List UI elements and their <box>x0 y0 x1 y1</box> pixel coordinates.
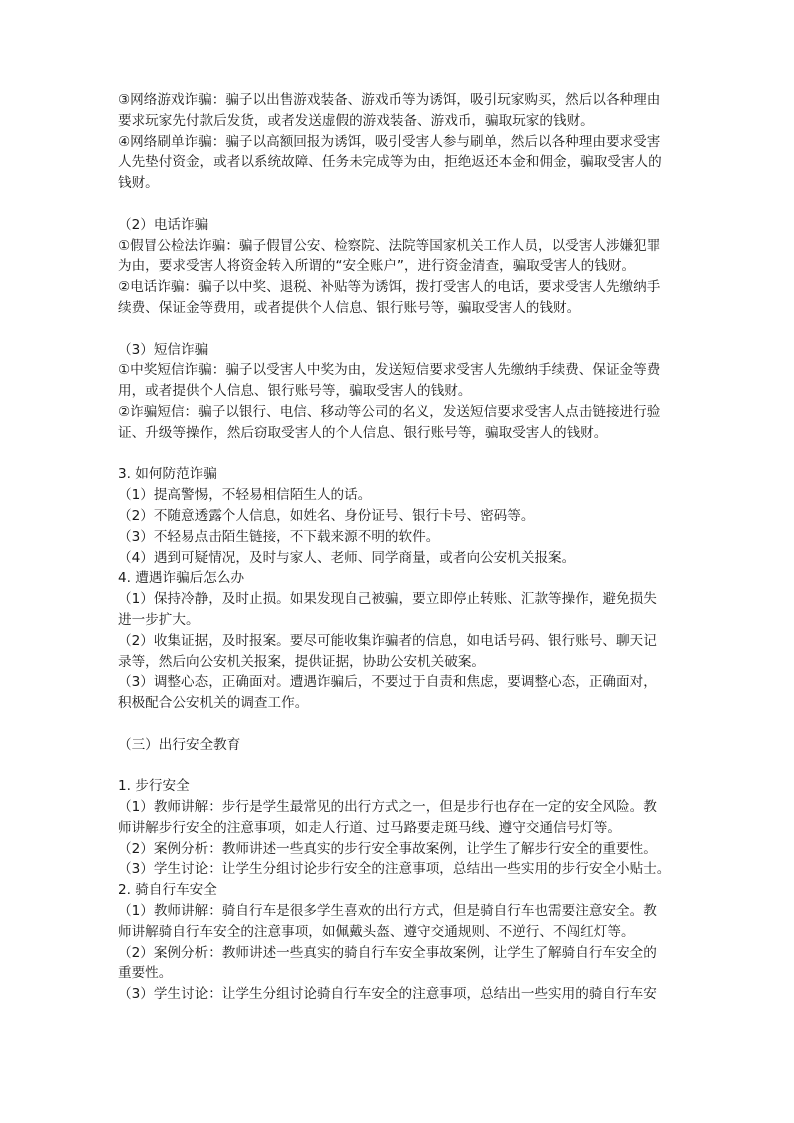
text-line: 积极配合公安机关的调查工作。 <box>118 695 309 712</box>
text-line: （3）调整心态，正确面对。遭遇诈骗后，不要过于自责和焦虑，要调整心态，正确面对， <box>118 674 657 691</box>
text-line: 人先垫付资金，或者以系统故障、任务未完成等为由，拒绝返还本金和佣金，骗取受害人的 <box>118 154 662 171</box>
text-line: 3. 如何防范诈骗 <box>118 466 217 483</box>
document-page <box>118 90 682 1005</box>
text-line: （3）学生讨论：让学生分组讨论步行安全的注意事项，总结出一些实用的步行安全小贴士。 <box>118 861 671 878</box>
text-line: （2）案例分析：教师讲述一些真实的步行安全事故案例，让学生了解步行安全的重要性。 <box>118 840 657 857</box>
text-line: （4）遇到可疑情况，及时与家人、老师、同学商量，或者向公安机关报案。 <box>118 549 576 566</box>
text-line: 为由，要求受害人将资金转入所谓的“安全账户”，进行资金清查，骗取受害人的钱财。 <box>118 258 636 275</box>
text-line: 师讲解步行安全的注意事项，如走人行道、过马路要走斑马线、遵守交通信号灯等。 <box>118 819 621 836</box>
text-line: （3）不轻易点击陌生链接，不下载来源不明的软件。 <box>118 528 440 545</box>
text-line: 2. 骑自行车安全 <box>118 882 217 899</box>
text-line: （1）教师讲解：骑自行车是很多学生喜欢的出行方式，但是骑自行车也需要注意安全。教 <box>118 903 657 920</box>
blank-line <box>118 714 682 735</box>
text-line: （2）收集证据，及时报案。要尽可能收集诈骗者的信息，如电话号码、银行账号、聊天记 <box>118 632 657 649</box>
text-line: 重要性。 <box>118 965 173 982</box>
text-line: 进一步扩大。 <box>118 611 200 628</box>
text-line: 师讲解骑自行车安全的注意事项，如佩戴头盔、遵守交通规则、不逆行、不闯红灯等。 <box>118 923 635 940</box>
text-line: ③网络游戏诈骗：骗子以出售游戏装备、游戏币等为诱饵，吸引玩家购买，然后以各种理由 <box>118 92 661 108</box>
blank-line <box>118 319 682 340</box>
text-line: ②诈骗短信：骗子以银行、电信、移动等公司的名义，发送短信要求受害人点击链接进行验 <box>118 403 661 420</box>
text-line: ④网络刷单诈骗：骗子以高额回报为诱饵，吸引受害人参与刷单，然后以各种理由要求受害 <box>118 133 661 150</box>
text-line: 续费、保证金等费用，或者提供个人信息、银行账号等，骗取受害人的钱财。 <box>118 299 581 316</box>
text-line: （2）案例分析：教师讲述一些真实的骑自行车安全事故案例，让学生了解骑自行车安全的 <box>118 944 657 961</box>
text-line: 要求玩家先付款后发货，或者发送虚假的游戏装备、游戏币，骗取玩家的钱财。 <box>118 112 594 129</box>
blank-line <box>118 194 682 215</box>
blank-line <box>118 444 682 465</box>
text-line: 1. 步行安全 <box>118 778 190 795</box>
text-line: （2）不随意透露个人信息，如姓名、身份证号、银行卡号、密码等。 <box>118 507 535 524</box>
text-line: （1）教师讲解：步行是学生最常见的出行方式之一，但是步行也存在一定的安全风险。教 <box>118 799 657 816</box>
text-line: 用，或者提供个人信息、银行账号等，骗取受害人的钱财。 <box>118 383 472 400</box>
text-line: 4. 遭遇诈骗后怎么办 <box>118 570 245 587</box>
text-line: 证、升级等操作，然后窃取受害人的个人信息、银行账号等，骗取受害人的钱财。 <box>118 424 608 441</box>
text-line: （1）保持冷静，及时止损。如果发现自己被骗，要立即停止转账、汇款等操作，避免损失 <box>118 591 657 608</box>
text-line: （1）提高警惕，不轻易相信陌生人的话。 <box>118 487 372 504</box>
text-line: （三）出行安全教育 <box>118 736 241 753</box>
text-line: ①假冒公检法诈骗：骗子假冒公安、检察院、法院等国家机关工作人员，以受害人涉嫌犯罪 <box>118 237 661 254</box>
text-line: ②电话诈骗：骗子以中奖、退税、补贴等为诱饵，拨打受害人的电话，要求受害人先缴纳手 <box>118 279 661 296</box>
text-line: ①中奖短信诈骗：骗子以受害人中奖为由，发送短信要求受害人先缴纳手续费、保证金等费 <box>118 362 661 379</box>
text-line: （2）电话诈骗 <box>118 216 209 233</box>
text-line: （3）学生讨论：让学生分组讨论骑自行车安全的注意事项，总结出一些实用的骑自行车安 <box>118 986 657 1003</box>
text-line: 钱财。 <box>118 175 159 192</box>
text-line: （3）短信诈骗 <box>118 341 209 358</box>
text-line: 录等，然后向公安机关报案，提供证据，协助公安机关破案。 <box>118 653 486 670</box>
blank-line <box>118 756 682 777</box>
